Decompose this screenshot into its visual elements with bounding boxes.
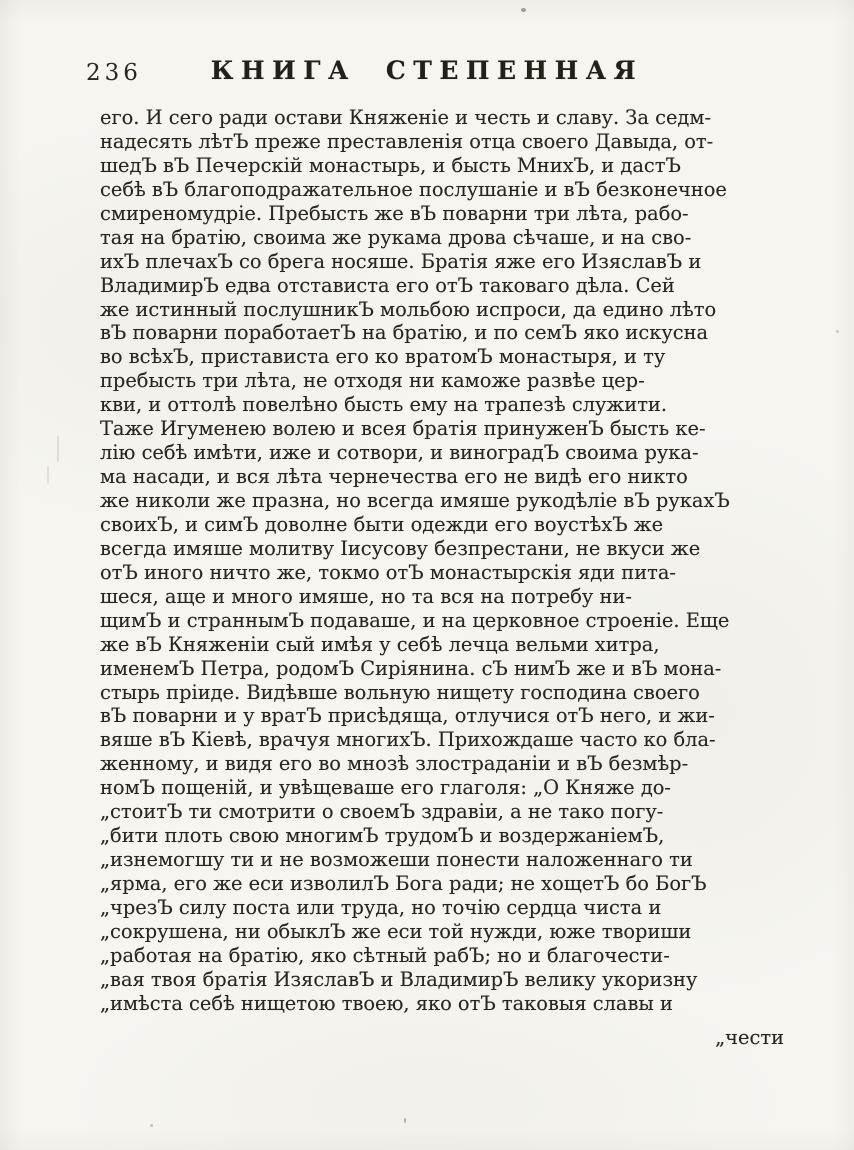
text-line: номЪ пощеній, и увѣщеваше его глаголя: „О Княже до-	[100, 776, 671, 800]
catchword: „чести	[715, 1026, 784, 1049]
scan-artifact	[47, 466, 49, 484]
catchword-row	[715, 1026, 784, 1050]
text-line: шедЪ вЪ Печерскій монастырь, и бысть МнихЪ, и дастЪ	[100, 153, 681, 177]
text-line: вЪ поварни и у вратЪ присѣдяща, отлучися отЪ него, и жи-	[100, 704, 715, 728]
text-line: „стоитЪ ти смотрити о своемЪ здравіи, а не тако погу-	[100, 800, 664, 824]
text-block	[100, 106, 784, 1016]
text-line: вяше вЪ Кіевѣ, врачуя многихЪ. Прихождаше часто ко бла-	[100, 728, 716, 752]
text-line: смиреномудріе. Пребысть же вЪ поварни три лѣта, рабо-	[100, 201, 689, 225]
text-line: ВладимирЪ едва отстависта его отЪ таковаго дѣла. Сей	[100, 273, 675, 297]
scan-artifact	[836, 330, 839, 333]
text-line: же истинный послушникЪ мольбою испроси, да едино лѣто	[100, 297, 717, 321]
text-line: тая на братію, своима же рукама дрова сѣчаше, и на сво-	[100, 225, 692, 249]
text-line: отЪ иного ничто же, токмо отЪ монастырскія яди пита-	[100, 560, 676, 584]
text-line: женному, и видя его во мнозѣ злостраданіи и вЪ безмѣр-	[100, 752, 689, 776]
text-line: лію себѣ имѣти, иже и сотвори, и виноградЪ своима рука-	[100, 441, 699, 465]
text-line: „сокрушена, ни обыклЪ же еси той нужди, юже твориши	[100, 919, 692, 943]
text-line: шеся, аще и много имяше, но та вся на потребу ни-	[100, 584, 632, 608]
scan-artifact	[150, 1124, 153, 1127]
text-line: стырь пріиде. Видѣвше вольную нищету господина своего	[100, 680, 700, 704]
text-line: же николи же празна, но всегда имяше рукодѣліе вЪ рукахЪ	[100, 489, 730, 512]
text-line: ихЪ плечахЪ со брега носяше. Братія яже его ИзяславЪ и	[100, 249, 702, 273]
text-line: же вЪ Княженіи сый имѣя у себѣ лечца вельми хитра,	[100, 632, 660, 656]
running-title: КНИГА СТЕПЕННАЯ	[210, 56, 644, 85]
text-line: щимЪ и страннымЪ подаваше, и на церковное строеніе. Еще	[100, 608, 730, 632]
text-line: „имѣста себѣ нищетою твоею, яко отЪ таковыя славы и	[100, 991, 673, 1015]
text-line: „ярма, его же еси изволилЪ Бога ради; не хощетЪ бо БогЪ	[100, 872, 707, 895]
text-line: надесять лѣтЪ преже преставленія отца своего Давыда, от-	[100, 129, 714, 153]
text-line: себѣ вЪ благоподражательное послушаніе и вЪ безконечное	[100, 177, 727, 201]
text-line: ма насади, и вся лѣта чернечества его не видѣ его никто	[100, 465, 688, 489]
page-number: 236	[86, 60, 142, 86]
text-line: своихЪ, и симЪ доволне быти одежди его воустѣхЪ же	[100, 512, 664, 536]
text-line: его. И сего ради остави Княженіе и честь и славу. За седм-	[100, 106, 711, 129]
text-line: „чрезЪ силу поста или труда, но точію сердца чиста и	[100, 895, 662, 919]
scan-artifact	[57, 436, 59, 462]
text-line: вЪ поварни поработаетЪ на братію, и по семЪ яко искусна	[100, 321, 709, 345]
scan-artifact	[404, 1118, 406, 1123]
text-line: „бити плоть свою многимЪ трудомЪ и воздержаніемЪ,	[100, 824, 665, 848]
text-line: „вая твоя братія ИзяславЪ и ВладимирЪ велику укоризну	[100, 967, 698, 991]
text-line: пребысть три лѣта, не отходя ни каможе развѣе цер-	[100, 369, 645, 393]
scan-artifact	[521, 8, 526, 12]
text-line: всегда имяше молитву Іисусову безпрестани, не вкуси же	[100, 536, 701, 560]
text-line: кви, и оттолѣ повелѣно бысть ему на трапезѣ служити.	[100, 393, 668, 417]
text-line: Таже Игуменею волею и всея братія принуженЪ бысть ке-	[100, 417, 706, 441]
page-header	[0, 56, 854, 92]
text-line: „работая на братію, яко сѣтный рабЪ; но и благочести-	[100, 943, 670, 967]
text-line: именемЪ Петра, родомЪ Сиріянина. сЪ нимЪ же и вЪ мона-	[100, 656, 722, 680]
text-line: во всѣхЪ, пристависта его ко вратомЪ монастыря, и ту	[100, 345, 666, 369]
text-line: „изнемогшу ти и не возможеши понести наложеннаго ти	[100, 848, 693, 872]
